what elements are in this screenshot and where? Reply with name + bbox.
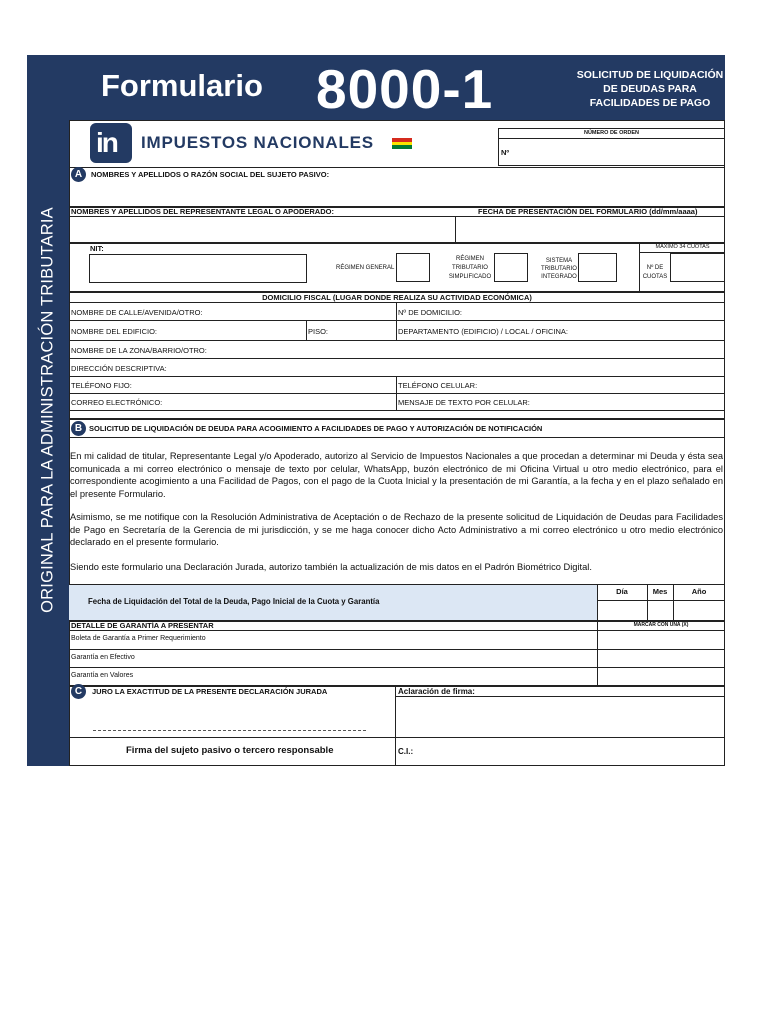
divider [396, 302, 397, 320]
anio-label: Año [691, 587, 707, 596]
garantia-valores-label: Garantía en Valores [71, 672, 134, 679]
direccion-label: DIRECCIÓN DESCRIPTIVA: [71, 364, 167, 373]
divider [69, 393, 725, 394]
ci-field[interactable] [420, 739, 724, 765]
year-field[interactable] [674, 601, 724, 620]
aclaracion-field[interactable] [396, 697, 724, 737]
divider [69, 242, 725, 244]
divider [306, 320, 307, 340]
nit-label: NIT: [90, 244, 104, 253]
aclaracion-label: Aclaración de firma: [398, 687, 475, 696]
regimen-general-label: RÉGIMEN GENERAL [336, 265, 395, 271]
order-number-field[interactable] [520, 142, 720, 162]
sistema-integrado-checkbox[interactable] [578, 253, 617, 282]
max-cuotas-label: MÁXIMO 34 CUOTAS [655, 244, 710, 250]
garantia-boleta-label: Boleta de Garantía a Primer Requerimiento [71, 635, 206, 642]
paragraph-declaration: Siendo este formulario una Declaración Jurada, autorizo también la actualización de mis datos en el Padrón Biométrico Digital. [70, 562, 592, 572]
month-field[interactable] [648, 601, 672, 620]
garantia-efectivo-checkbox[interactable] [598, 650, 724, 667]
date-presentation-label: FECHA DE PRESENTACIÓN DEL FORMULARIO (dd/mm/aaaa) [478, 207, 698, 216]
rep-name-field[interactable] [70, 217, 454, 241]
divider [69, 340, 725, 341]
garantia-title: DETALLE DE GARANTÍA A PRESENTAR [71, 621, 214, 630]
order-label: NÚMERO DE ORDEN [583, 130, 639, 136]
ci-label: C.I.: [398, 747, 414, 756]
divider [396, 320, 397, 340]
correo-label: CORREO ELECTRÓNICO: [71, 398, 163, 407]
domicilio-title: DOMICILIO FISCAL (LUGAR DONDE REALIZA SU ACTIVIDAD ECONÓMICA) [262, 293, 532, 302]
divider [69, 302, 725, 303]
telefono-fijo-label: TELÉFONO FIJO: [71, 381, 132, 390]
section-c-title: JURO LA EXACTITUD DE LA PRESENTE DECLARACIÓN JURADA [92, 687, 328, 696]
section-a-title: NOMBRES Y APELLIDOS O RAZÓN SOCIAL DEL SUJETO PASIVO: [91, 170, 330, 179]
divider [69, 410, 725, 411]
mensaje-label: MENSAJE DE TEXTO POR CELULAR: [398, 398, 530, 407]
sidebar-text: ORIGINAL PARA LA ADMINISTRACIÓN TRIBUTARIA [38, 207, 57, 613]
sistema-integrado-label: SISTEMA TRIBUTARIO INTEGRADO [541, 258, 577, 280]
divider [69, 358, 725, 359]
logo-letters: in [96, 127, 117, 158]
edificio-label: NOMBRE DEL EDIFICIO: [71, 327, 157, 336]
taxpayer-name-field[interactable] [70, 181, 724, 205]
zona-label: NOMBRE DE LA ZONA/BARRIO/OTRO: [71, 346, 207, 355]
calle-label: NOMBRE DE CALLE/AVENIDA/OTRO: [71, 308, 203, 317]
regimen-general-checkbox[interactable] [396, 253, 430, 282]
cuotas-field[interactable] [670, 253, 725, 282]
form-number: 8000-1 [316, 58, 494, 120]
bolivia-flag-icon [392, 138, 412, 149]
garantia-efectivo-label: Garantía en Efectivo [71, 654, 135, 661]
form-description: SOLICITUD DE LIQUIDACIÓN DE DEUDAS PARA FACILIDADES DE PAGO [576, 69, 724, 109]
divider [69, 437, 725, 438]
marcar-label: MARCAR CON UNA (X) [633, 622, 689, 628]
brand-name: IMPUESTOS NACIONALES [141, 133, 374, 152]
regimen-simplificado-label: RÉGIMEN TRIBUTARIO SIMPLIFICADO [448, 256, 492, 280]
divider [69, 167, 725, 168]
garantia-valores-checkbox[interactable] [598, 668, 724, 685]
rep-label: NOMBRES Y APELLIDOS DEL REPRESENTANTE LEGAL O APODERADO: [71, 207, 334, 216]
day-field[interactable] [598, 601, 646, 620]
nit-field[interactable] [89, 254, 307, 283]
divider [69, 418, 725, 420]
divider [69, 376, 725, 377]
presentation-date-field[interactable] [456, 217, 724, 241]
signature-label: Firma del sujeto pasivo o tercero responsable [126, 745, 334, 756]
no-domicilio-label: Nº DE DOMICILIO: [398, 308, 462, 317]
mes-label: Mes [652, 587, 668, 596]
telefono-celular-label: TELÉFONO CELULAR: [398, 381, 478, 390]
dia-label: Día [616, 587, 628, 596]
divider [69, 320, 725, 321]
order-divider [498, 138, 725, 139]
cuotas-label: Nº DE CUOTAS [642, 265, 668, 280]
signature-field[interactable] [70, 697, 394, 732]
departamento-label: DEPARTAMENTO (EDIFICIO) / LOCAL / OFICINA: [398, 327, 569, 336]
liquidation-date-label: Fecha de Liquidación del Total de la Deuda, Pago Inicial de la Cuota y Garantía [88, 597, 380, 606]
regimen-simplificado-checkbox[interactable] [494, 253, 528, 282]
divider [69, 737, 725, 738]
paragraph-authorization: En mi calidad de titular, Representante Legal y/o Apoderado, autorizo al Servicio de Impuestos Nacionales a que procedan a determinar mi Deuda y ésta sea comunicada a mi correo electrónico o mensaje de texto por celular, WhatsApp, buzón electrónico de mi Oficina Virtual u otro medio electrónico, para el correspondiente acogimiento a una Facilidad de Pagos, con el pago de la Cuota Inicial y la presentación de mi Garantía, a la fecha y en el plazo señalado en el presente Formulario. [70, 451, 723, 499]
section-a-badge: A [71, 167, 86, 182]
garantia-boleta-checkbox[interactable] [598, 631, 724, 649]
piso-label: PISO: [308, 327, 329, 336]
paragraph-notification: Asimismo, se me notifique con la Resolución Administrativa de Aceptación o de Rechazo de la presente solicitud de Liquidación de Deudas para Facilidades de Pago en Secretaría de la Gerencia de mi jurisdicción, y se me haga conocer dicho Acto Administrativo a mi correo electrónico u otro medio electrónico declarado en el presente formulario. [70, 512, 723, 548]
section-b-badge: B [71, 421, 86, 436]
section-b-title: SOLICITUD DE LIQUIDACIÓN DE DEUDA PARA ACOGIMIENTO A FACILIDADES DE PAGO Y AUTORIZACIÓN DE NOTIFICACIÓN [89, 424, 543, 433]
section-c-badge: C [71, 684, 86, 699]
form-word: Formulario [101, 68, 263, 103]
order-no-label: Nº [501, 148, 510, 157]
